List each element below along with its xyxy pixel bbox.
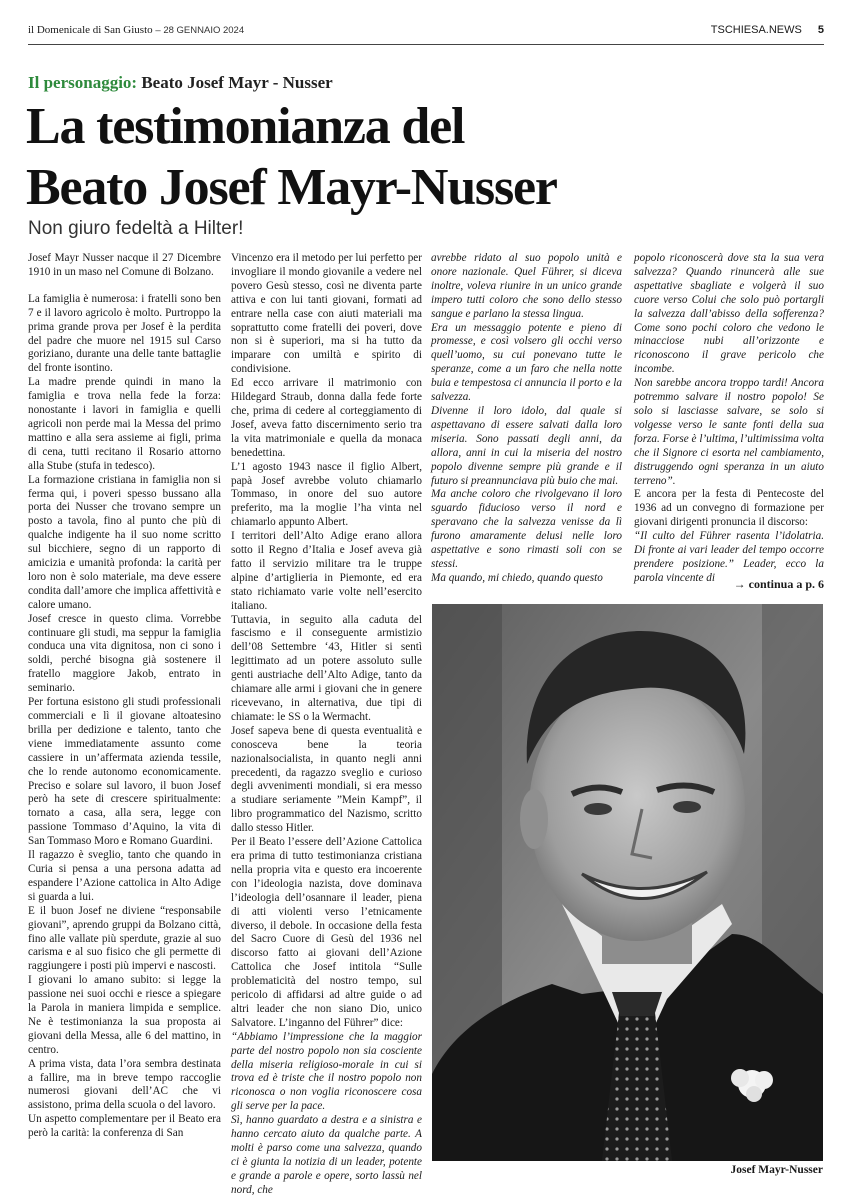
- paragraph: I territori dell’Alto Adige erano allora sotto il Regno d’Italia e Josef aveva già fatto il servizio militare tra le truppe alpine d’artiglieria in Piemonte, ed era stato richiamato varie volte nell’esercito italiano.: [231, 530, 422, 612]
- kicker-label: Il personaggio:: [28, 73, 138, 92]
- paragraph: Josef sapeva bene di questa eventualità e conosceva bene la teoria nazionalsocialista, in quanto negli anni precedenti, da ragazzo sveglio e curioso degli avvenimenti mondiali, si era messo a studiare seriamente ”Mein Kampf”, il libro programmatico del Nazismo, scritto dallo stesso Hitler.: [231, 724, 422, 835]
- header-right: [711, 24, 824, 36]
- paragraph: Per fortuna esistono gli studi professionali commerciali e lì il giovane altoatesino brilla per dedizione e talento, tanto che viene immediatamente assunto come cassiere in un’affermata azienda tessile, che lo rende autonomo economicamente. Preciso e solare sul lavoro, il buon Josef però ha sete di crescere spiritualmente: tornato a casa, alla sera, legge con passione Tommaso d’Aquino, la vita di San Tommaso Moro e Romano Guardini.: [28, 696, 221, 848]
- paragraph: La famiglia è numerosa: i fratelli sono ben 7 e il lavoro agricolo è molto. Purtroppo la prima grande prova per Josef è la perdita del padre che muore nel 1915 sul Carso goriziano, durante una delle tante battaglie del fronte isontino.: [28, 292, 221, 375]
- text-column-2: [231, 252, 422, 1198]
- header-rule: [28, 44, 824, 45]
- photo-caption: Josef Mayr-Nusser: [730, 1164, 823, 1176]
- text-column-3: [431, 252, 622, 586]
- article-kicker: [28, 73, 333, 93]
- continued-link[interactable]: → continua a p. 6: [733, 577, 824, 591]
- paragraph: Vincenzo era il metodo per lui perfetto per invogliare il mondo giovanile a vedere nel povero Gesù stesso, così ne diventa parte attiva e con lui tanti giovani, formati ad entrare nella case con aiuti materiali ma soprattutto come fratelli dei poveri, dove non si è superiori, ma si ha tutto da imparare con umiltà e spirito di condivisione.: [231, 252, 422, 376]
- quote-paragraph: “Abbiamo l’impressione che la maggior parte del nostro popolo non sia cosciente della miseria religioso-morale in cui si trova ed è triste che il nostro popolo non riconosca o non voglia riconoscere cosa gli serve per la pace.: [231, 1030, 422, 1113]
- paragraph: A prima vista, data l’ora sembra destinata a fallire, ma in breve tempo raccoglie numerosi giovani dell’AC che vi assistono, prima della scuola o del lavoro.: [28, 1057, 221, 1112]
- quote-paragraph: Era un messaggio potente e pieno di promesse, e così volsero gli occhi verso quell’uomo, su cui ponevano tutte le speranze, come a un faro che nella notte buia e tempestosa ci annuncia il porto e la salvezza.: [431, 321, 622, 404]
- article-title: [26, 96, 557, 218]
- paragraph: Il ragazzo è sveglio, tanto che quando in Curia si pensa a una persona adatta ad espandere l’Azione cattolica in Alto Adige si guarda a lui.: [28, 849, 221, 903]
- site-name: TSCHIESA.NEWS: [710, 24, 802, 36]
- paragraph: Josef Mayr Nusser nacque il 27 Dicembre 1910 in un maso nel Comune di Bolzano.: [28, 252, 221, 278]
- publication-name: il Domenicale di San Giusto: [28, 24, 153, 36]
- quote-paragraph: Ma quando, mi chiedo, quando questo: [431, 571, 603, 584]
- quote-paragraph: Ma anche coloro che rivolgevano il loro sguardo fiducioso verso il nord e speravano che la salvezza venisse da lì furono amaramente delusi nelle loro aspettative e sono rimasti soli con se stessi.: [431, 488, 622, 570]
- paragraph: I giovani lo amano subito: si legge la passione nei suoi occhi e riesce a spiegare la Parola in maniera limpida e semplice. Ne è testimonianza la sua proposta ai giovani della Messa, alle 6 del mattino, in centro.: [28, 974, 221, 1056]
- quote-paragraph: avrebbe ridato al suo popolo unità e onore nazionale. Quel Führer, si diceva inoltre, voleva riunire in un unico grande impero tutti coloro che sono dello stesso sangue e parlano la stessa lingua.: [431, 252, 622, 320]
- portrait-illustration: [432, 604, 823, 1161]
- paragraph: La madre prende quindi in mano la famiglia e trova nella fede la forza: nonostante i lavori in famiglia e quelli agricoli non perde mai la Messa del primo mattino e alla sera assieme ai figli, prima di cena, tutti recitano il Rosario attorno alla Stube (stufa in tedesco).: [28, 376, 221, 472]
- paragraph: L’1 agosto 1943 nasce il figlio Albert, papà Josef avrebbe voluto chiamarlo Tommaso, in onore del suo autore preferito, ma la moglie l’ha vinta nel chiamarlo appunto Albert.: [231, 460, 422, 529]
- article-subtitle: Non giuro fedeltà a Hilter!: [28, 218, 244, 239]
- paragraph: Un aspetto complementare per il Beato era però la carità: la conferenza di San: [28, 1113, 221, 1140]
- page-number: 5: [817, 24, 824, 36]
- issue-date: – 28 GENNAIO 2024: [155, 25, 245, 36]
- title-line-2: Beato Josef Mayr-Nusser: [26, 159, 557, 216]
- paragraph: Tuttavia, in seguito alla caduta del fascismo e il conseguente armistizio dell’08 Settembre ‘43, Hitler si sentì legittimato ad un potere assoluto sulle genti austriache dell’Alto Adige, tanto da chiamare alle armi i giovani che in genere ricevevano, in alternativa, due tipi di chiamate: le SS o la Wermacht.: [231, 613, 422, 723]
- quote-paragraph: Divenne il loro idolo, dal quale si aspettavano di essere salvati dalla loro miseria. Sono passati degli anni, da allora, anni in cui la miseria del nostro popolo divenne sempre più grande e il futuro si preannunciava più buio che mai.: [431, 404, 622, 487]
- quote-paragraph: Non sarebbe ancora troppo tardi! Ancora potremmo salvare il nostro popolo! Se solo si lasciasse salvare, se solo si volgesse verso le sante fonti della sua forza. Forse è l’ultima, l’ultimissima volta che il Signore ci esorta nel cambiamento, distruggendo ogni speranza in un aiuto terreno”.: [634, 377, 824, 487]
- quote-paragraph: popolo riconoscerà dove sta la sua vera salvezza? Quando rinuncerà alle sue aspettative sbagliate e volgerà il suo cuore verso Colui che solo può portargli la salvezza dall’abisso della sofferenza? Come sono pochi coloro che vedono le minacciose nubi all’orizzonte e riconoscono il grave pericolo che incombe.: [634, 252, 824, 376]
- kicker-subject: Beato Josef Mayr - Nusser: [141, 73, 333, 92]
- paragraph: La formazione cristiana in famiglia non si ferma qui, i poveri spesso bussano alla porta dei Nusser che trovano sempre un posto a tavola, fino al punto che più di qualche indigente ha il suo nome scritto sul bicchiere, segno di un rapporto di amicizia e umanità profonda: la carità per loro non è solo materiale, ma deve essere condita dall’amore che implica affettività e calore umano.: [28, 473, 221, 611]
- masthead: [28, 24, 244, 36]
- page-header: [28, 24, 824, 44]
- quote-paragraph: Sì, hanno guardato a destra e a sinistra e hanno cercato aiuto da qualche parte. A molti è parso come una salvezza, quando ci è giunta la notizia di un leader, potente e grande a parole e opere, sorto lassù nel nord, che: [231, 1114, 422, 1196]
- paragraph: Josef cresce in questo clima. Vorrebbe continuare gli studi, ma seppur la famiglia conduca una vita dignitosa, non ci sono i soldi, perché bisogna già sostenere il fratello maggiore Jakob, entrato in seminario.: [28, 612, 221, 695]
- paragraph: E il buon Josef ne diviene “responsabile giovani”, aprendo gruppi da Bolzano città, fino alle vallate più sperdute, grazie al suo carisma e al suo fisico che gli permette di raggiungere i posti più impervi e nascosti.: [28, 904, 221, 973]
- quote-paragraph: “Il culto del Führer rasenta l’idolatria. Di fronte ai vari leader del tempo occorre prendere posizione.” Leader, ecco la parola vincente di: [634, 530, 824, 584]
- paragraph: Ed ecco arrivare il matrimonio con Hildegard Straub, donna dalla fede forte che, prima di cedere al corteggiamento di Josef, aveva fatto discernimento serio tra la vita matrimoniale e quella da monaca benedettina.: [231, 377, 422, 459]
- text-column-1: [28, 252, 221, 1141]
- paragraph: E ancora per la festa di Pentecoste del 1936 ad un convegno di formazione per giovani dirigenti pronuncia il discorso:: [634, 488, 824, 529]
- title-line-1: La testimonianza del: [26, 98, 465, 155]
- paragraph: Per il Beato l’essere dell’Azione Cattolica era prima di tutto testimonianza cristiana nella propria vita e questo era incoerente con l’ideologia nazista, dove dominava l’ideologia dell’osannare il leader, piena di atti violenti verso l’etnicamente diverso, il debole. In occasione della festa del Sacro Cuore di Gesù del 1936 nel discorso fatto ai giovani dell’Azione Cattolica che Josef intitola “Sulle problematicità del nostro tempo, sul pericolo di affidarsi ad altre guide o ad altri leader che non siano Dio, unico Salvatore. L’inganno del Führer” dice:: [231, 836, 422, 1029]
- text-column-4: [634, 252, 824, 586]
- portrait-photo: [432, 604, 823, 1161]
